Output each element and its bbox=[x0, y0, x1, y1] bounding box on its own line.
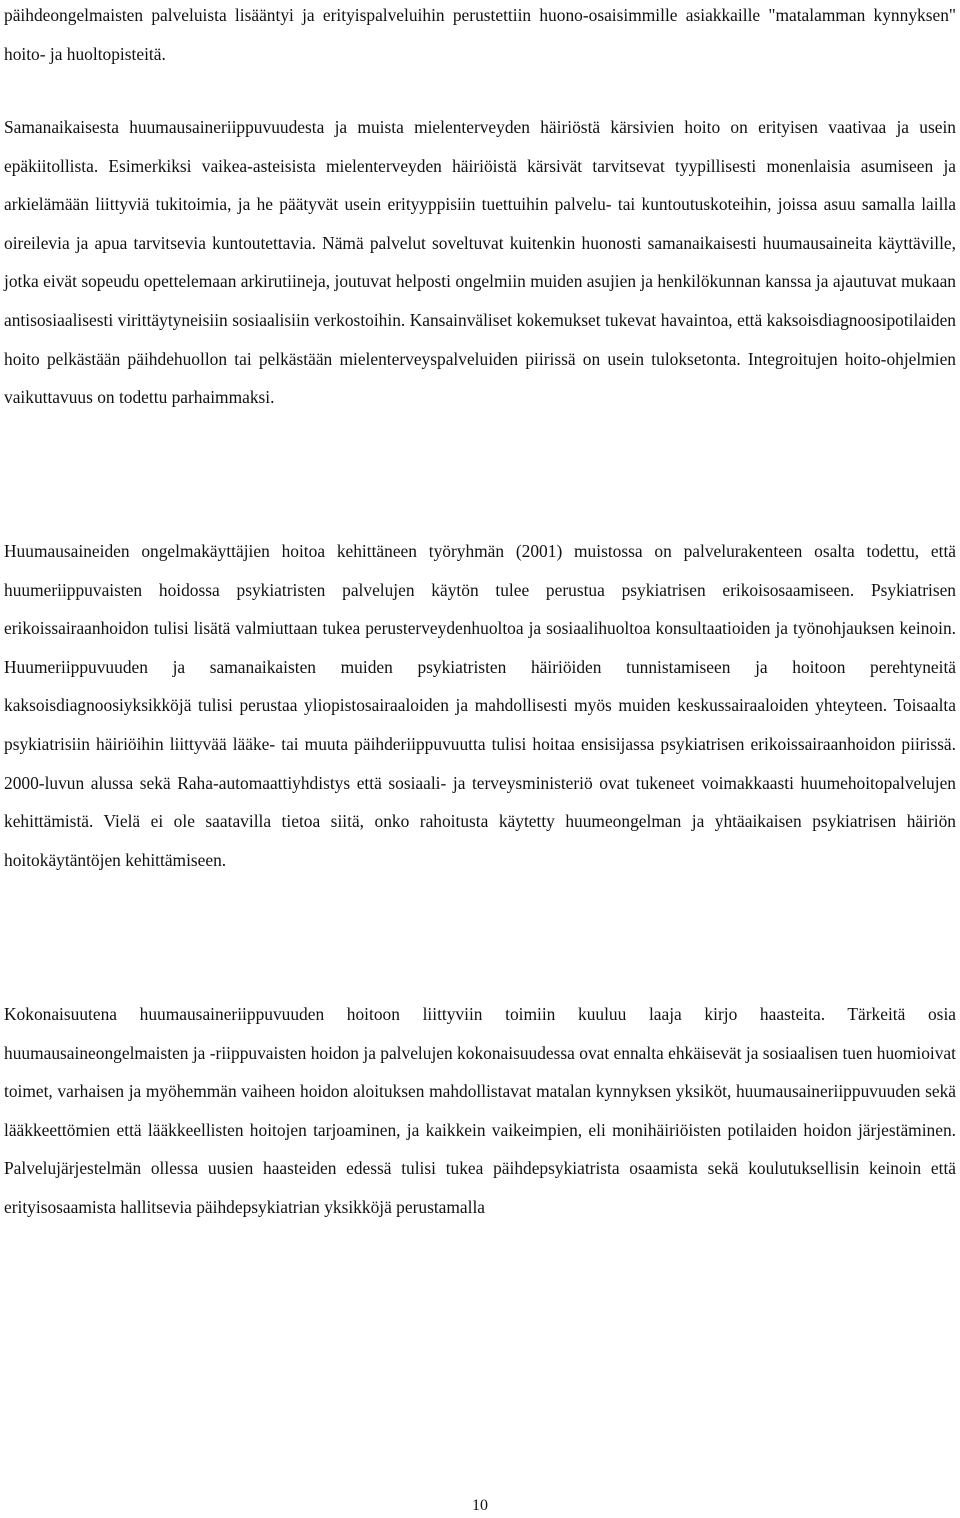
paragraph-1: päihdeongelmaisten palveluista lisääntyi ja erityispalveluihin perustettiin huono-osaisimmille asiakkaille "matalamman kynnyksen" hoito- ja huoltopisteitä. bbox=[4, 5, 956, 64]
page-number: 10 bbox=[472, 1497, 488, 1514]
paragraph-4: Kokonaisuutena huumausaineriippuvuuden hoitoon liittyviin toimiin kuuluu laaja kirjo haasteita. Tärkeitä osia huumausaineongelmaisten ja -riippuvaisten hoidon ja palvelujen kokonaisuudessa ovat ennalta ehkäisevät ja sosiaalisen tuen huomioivat toimet, varhaisen ja myöhemmän vaiheen hoidon aloituksen mahdollistavat matalan kynnyksen yksiköt, huumausaineriippuvuuden sekä lääkkeettömien että lääkkeellisten hoitojen tarjoaminen, ja kaikkein vaikeimpien, eli monihäiriöisten potilaiden hoidon järjestäminen. Palvelujärjestelmän ollessa uusien haasteiden edessä tulisi tukea päihdepsykiatrista osaamista sekä koulutuksellisin keinoin että erityisosaamista hallitsevia päihdepsykiatrian yksikköjä perustamalla bbox=[4, 1004, 956, 1217]
paragraph-3: Huumausaineiden ongelmakäyttäjien hoitoa kehittäneen työryhmän (2001) muistossa on palvelurakenteen osalta todettu, että huumeriippuvaisten hoidossa psykiatristen palvelujen käytön tulee perustua psykiatrisen erikoisosaamiseen. Psykiatrisen erikoissairaanhoidon tulisi lisätä valmiuttaan tukea perusterveydenhuoltoa ja sosiaalihuoltoa konsultaatioiden ja työnohjauksen keinoin. Huumeriippuvuuden ja samanaikaisten muiden psykiatristen häiriöiden tunnistamiseen ja hoitoon perehtyneitä kaksoisdiagnoosiyksikköjä tulisi perustaa yliopistosairaaloiden ja mahdollisesti myös muiden keskussairaaloiden yhteyteen. Toisaalta psykiatrisiin häiriöihin liittyvää lääke- tai muuta päihderiippuvuutta tulisi hoitaa ensisijassa psykiatrisen erikoissairaanhoidon piirissä. 2000-luvun alussa sekä Raha-automaattiyhdistys että sosiaali- ja terveysministeriö ovat tukeneet voimakkaasti huumehoitopalvelujen kehittämistä. Vielä ei ole saatavilla tietoa siitä, onko rahoitusta käytetty huumeongelman ja yhtäaikaisen psykiatrisen häiriön hoitokäytäntöjen kehittämiseen. bbox=[4, 541, 956, 870]
paragraph-2: Samanaikaisesta huumausaineriippuvuudesta ja muista mielenterveyden häiriöstä kärsivien hoito on erityisen vaativaa ja usein epäkiitollista. Esimerkiksi vaikea-asteisista mielenterveyden häiriöistä kärsivät tarvitsevat tyypillisesti monenlaisia asumiseen ja arkielämään liittyviä tukitoimia, ja he päätyvät usein erityyppisiin tuettuihin palvelu- tai kuntoutuskoteihin, joissa asuu samalla lailla oireilevia ja apua tarvitsevia kuntoutettavia. Nämä palvelut soveltuvat kuitenkin huonosti samanaikaisesti huumausaineita käyttäville, jotka eivät sopeudu opettelemaan arkirutiineja, joutuvat helposti ongelmiin muiden asujien ja henkilökunnan kanssa ja ajautuvat mukaan antisosiaalisesti virittäytyneisiin sosiaalisiin verkostoihin. Kansainväliset kokemukset tukevat havaintoa, että kaksoisdiagnoosipotilaiden hoito pelkästään päihdehuollon tai pelkästään mielenterveyspalveluiden piirissä on usein tuloksetonta. Integroitujen hoito-ohjelmien vaikuttavuus on todettu parhaimmaksi. bbox=[4, 117, 956, 408]
